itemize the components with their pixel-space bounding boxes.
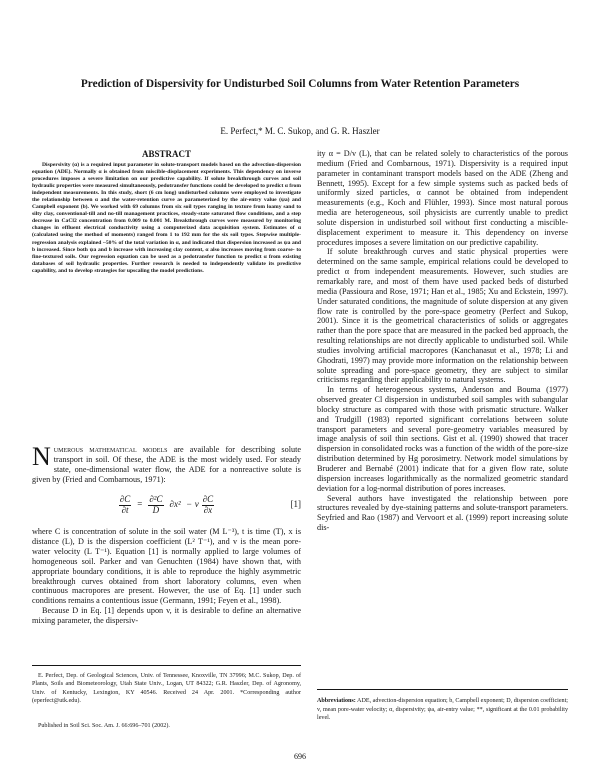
left-paragraph: where C is concentration of solute in the soil water (M L⁻³), t is time (T), x is distance (L), D is the dispersion coefficient (L² T⁻¹), and v is the mean pore-water velocity (L T⁻¹). Equation [1] is normally applied to large volumes of homogeneous soil. Parker and van Genuchten (1984) have shown that, with appropriate boundary conditions, it is able to reproduce the highly asymmetric breakthrough curves obtained from short laboratory columns, even when continuous macropores are present. However, the use of Eq. [1] under such conditions remains a contentious issue (Germann, 1991; Feyen et al., 1998). [32, 527, 301, 606]
footnote-divider [32, 665, 301, 666]
right-paragraph: In terms of heterogeneous systems, Anderson and Bouma (1977) observed greater Cl dispersion in undisturbed soil samples with subangular blocky structure as compared with those with prismatic structure. Walker and Trudgill (1983) reported significant correlations between solute transport parameters and several pore-geometry variables measured by image analysis of soil thin sections. Gist et al. (1990) showed that tracer dispersion in consolidated rocks was a function of the width of the pore-size distribution determined by Hg porosimetry. Network model simulations by Bruderer and Bernabé (2001) indicate that for a given flow rate, solute dispersion increases logarithmically as the normalized geometric standard deviation for a log-normal distribution of pores increases. [317, 385, 568, 493]
equation-advection-numerator: ∂C [202, 494, 214, 505]
abbreviations-label: Abbreviations: [317, 698, 356, 704]
equation-dispersion-denominator: ∂x² [169, 499, 181, 510]
author-list: E. Perfect,* M. C. Sukop, and G. R. Haszler [220, 126, 380, 136]
abbreviations-divider [317, 689, 568, 690]
right-paragraph: ity α = D/v (L), that can be related solely to characteristics of the porous medium (Fried and Combarnous, 1971). Dispersivity is a required input parameter in contaminant transport models based on the ADE (Zheng and Bennett, 1995). Except for a few simple systems such as packed beds of uniformly sized particles, α cannot be obtained from independent measurements (e.g., Koch and Flühler, 1993). Since most natural porous media are heterogeneous, soil physicists are currently unable to predict solute dispersion in undisturbed soil without first conducting a miscible-displacement experiment to measure it. This dependency on inverse procedures imposes a severe limitation on our predictive capability. [317, 149, 568, 247]
intro-text: are available for describing solute transport in soil. Of these, the ADE is the most widely used. For steady state, one-dimensional water flow, the ADE for a nonreactive solute is given by (Fried and Combarnous, 1971): [32, 445, 301, 484]
article-title: Prediction of Dispersivity for Undisturbed Soil Columns from Water Retention Parameters [80, 78, 520, 90]
equation-advection-denominator: ∂x [203, 504, 213, 515]
abstract-heading: ABSTRACT [141, 149, 191, 159]
equation-minus: − [186, 499, 192, 510]
left-paragraph: Because D in Eq. [1] depends upon v, it is desirable to define an alternative mixing parameter, the dispersiv- [32, 606, 301, 625]
right-paragraph: If solute breakthrough curves and static physical properties were determined on the same sample, empirical relations could be developed to predict α from independent measurements. However, such studies are remarkably rare, and most of them have used packed beds of disturbed media (Passioura and Rose, 1971; Han et al., 1985; Xu and Eckstein, 1997). Under saturated conditions, the magnitude of solute dispersion at any given flow rate is controlled by the pore-space geometry (Perfect and Sukop, 2001). Since it is the geometrical characteristics of solids or aggregates rather than the pore space that are measured in the packed bed approach, the resulting relationships are not directly applicable to undisturbed soil. While studies involving artificial macropores (Kanchanasut et al., 1978; Li and Ghodrati, 1997) may provide more information on the relationship between solute spreading and pore-space geometry, they are subject to similar criticisms regarding their applicability to natural systems. [317, 247, 568, 385]
equation-number: [1] [290, 499, 301, 510]
page-number: 696 [294, 752, 306, 761]
abbreviations-text: ADE, advection-dispersion equation; b, Campbell exponent; D, dispersion coefficient; v, mean pore-water velocity; α, dispersivity; ψa, air-entry value; **, significant at the 0.01 probability level. [317, 698, 568, 722]
intro-paragraph [32, 442, 301, 484]
equation-dispersion-term [148, 495, 163, 516]
equation-velocity: v [194, 499, 199, 510]
right-paragraph: Several authors have investigated the relationship between pore structures revealed by dye-staining patterns and solute-transport parameters. Seyfried and Rao (1987) and Vervoort et al. (1999) report increasing solute dis- [317, 493, 568, 533]
equation-lhs [119, 495, 131, 516]
intro-lead: umerous mathematical models [53, 445, 168, 454]
equation-equals: = [137, 499, 143, 510]
equation-advection-term [202, 495, 214, 516]
affiliation-footnote [32, 672, 301, 705]
left-column-body [32, 442, 301, 626]
publication-note: Published in Soil Sci. Soc. Am. J. 66:696–701 (2002). [38, 723, 170, 729]
drop-cap: N [32, 442, 51, 471]
abstract-text: Dispersivity (α) is a required input parameter in solute-transport models based on the advection-dispersion equation (ADE). Normally α is obtained from miscible-displacement experiments. This dependency on inverse procedures imposes a severe limitation on our predictive capability. If solute breakthrough curves and soil hydraulic properties were measured simultaneously, pedotransfer functions could be developed to predict α from independent measurements. In this study, short (6 cm long) undisturbed columns were employed to investigate the relationship between α and the water-retention curve as parameterized by the air-entry value (ψa) and Campbell exponent (b). We worked with 69 columns from six soil types ranging in texture from loamy sand to silty clay, conventional-till and no-till management practices, steady-state saturated flow conditions, and a step decrease in CaCl2 concentration from 0.009 to 0.001 M. Breakthrough curves were measured by monitoring changes in effluent electrical conductivity using a computerized data acquisition system. Estimates of α (calculated using the method of moments) ranged from 1 to 192 mm for the six soil types. Stepwise multiple-regression analysis explained ~50% of the total variation in α, and indicated that dispersion increased as ψa and b increased. Since both ψa and b increase with increasing clay content, α also increases moving from coarse- to fine-textured soils. Our regression equation can be used as a pedotransfer function to predict α from existing databases of soil hydraulic properties. Further research is needed to independently validate its predictive capability, and to develop strategies for upscaling the model predictions. [32, 162, 301, 274]
equation-dispersion-numerator: ∂²C [149, 494, 163, 505]
affiliation-text: E. Perfect, Dep. of Geological Sciences, Univ. of Tennessee, Knoxville, TN 37996; M.C. Sukop, Dep. of Plants, Soils and Biometeorology, Utah State Univ., Logan, UT 84322; G.R. Haszler, Dep. of Agronomy, Univ. of Kentucky, Lexington, KY 40546. Received 24 Apr. 2001. *Corresponding author (eperfect@utk.edu). [32, 673, 301, 704]
equation-1 [32, 487, 301, 523]
equation-dispersion-denominator-wrap [170, 500, 181, 510]
abstract [32, 162, 301, 275]
equation-dispersion-coefficient: D [152, 504, 160, 515]
abbreviations-footnote [317, 697, 568, 723]
equation-lhs-numerator: ∂C [119, 494, 131, 505]
right-column-body [317, 149, 568, 533]
equation-lhs-denominator: ∂t [121, 504, 129, 515]
